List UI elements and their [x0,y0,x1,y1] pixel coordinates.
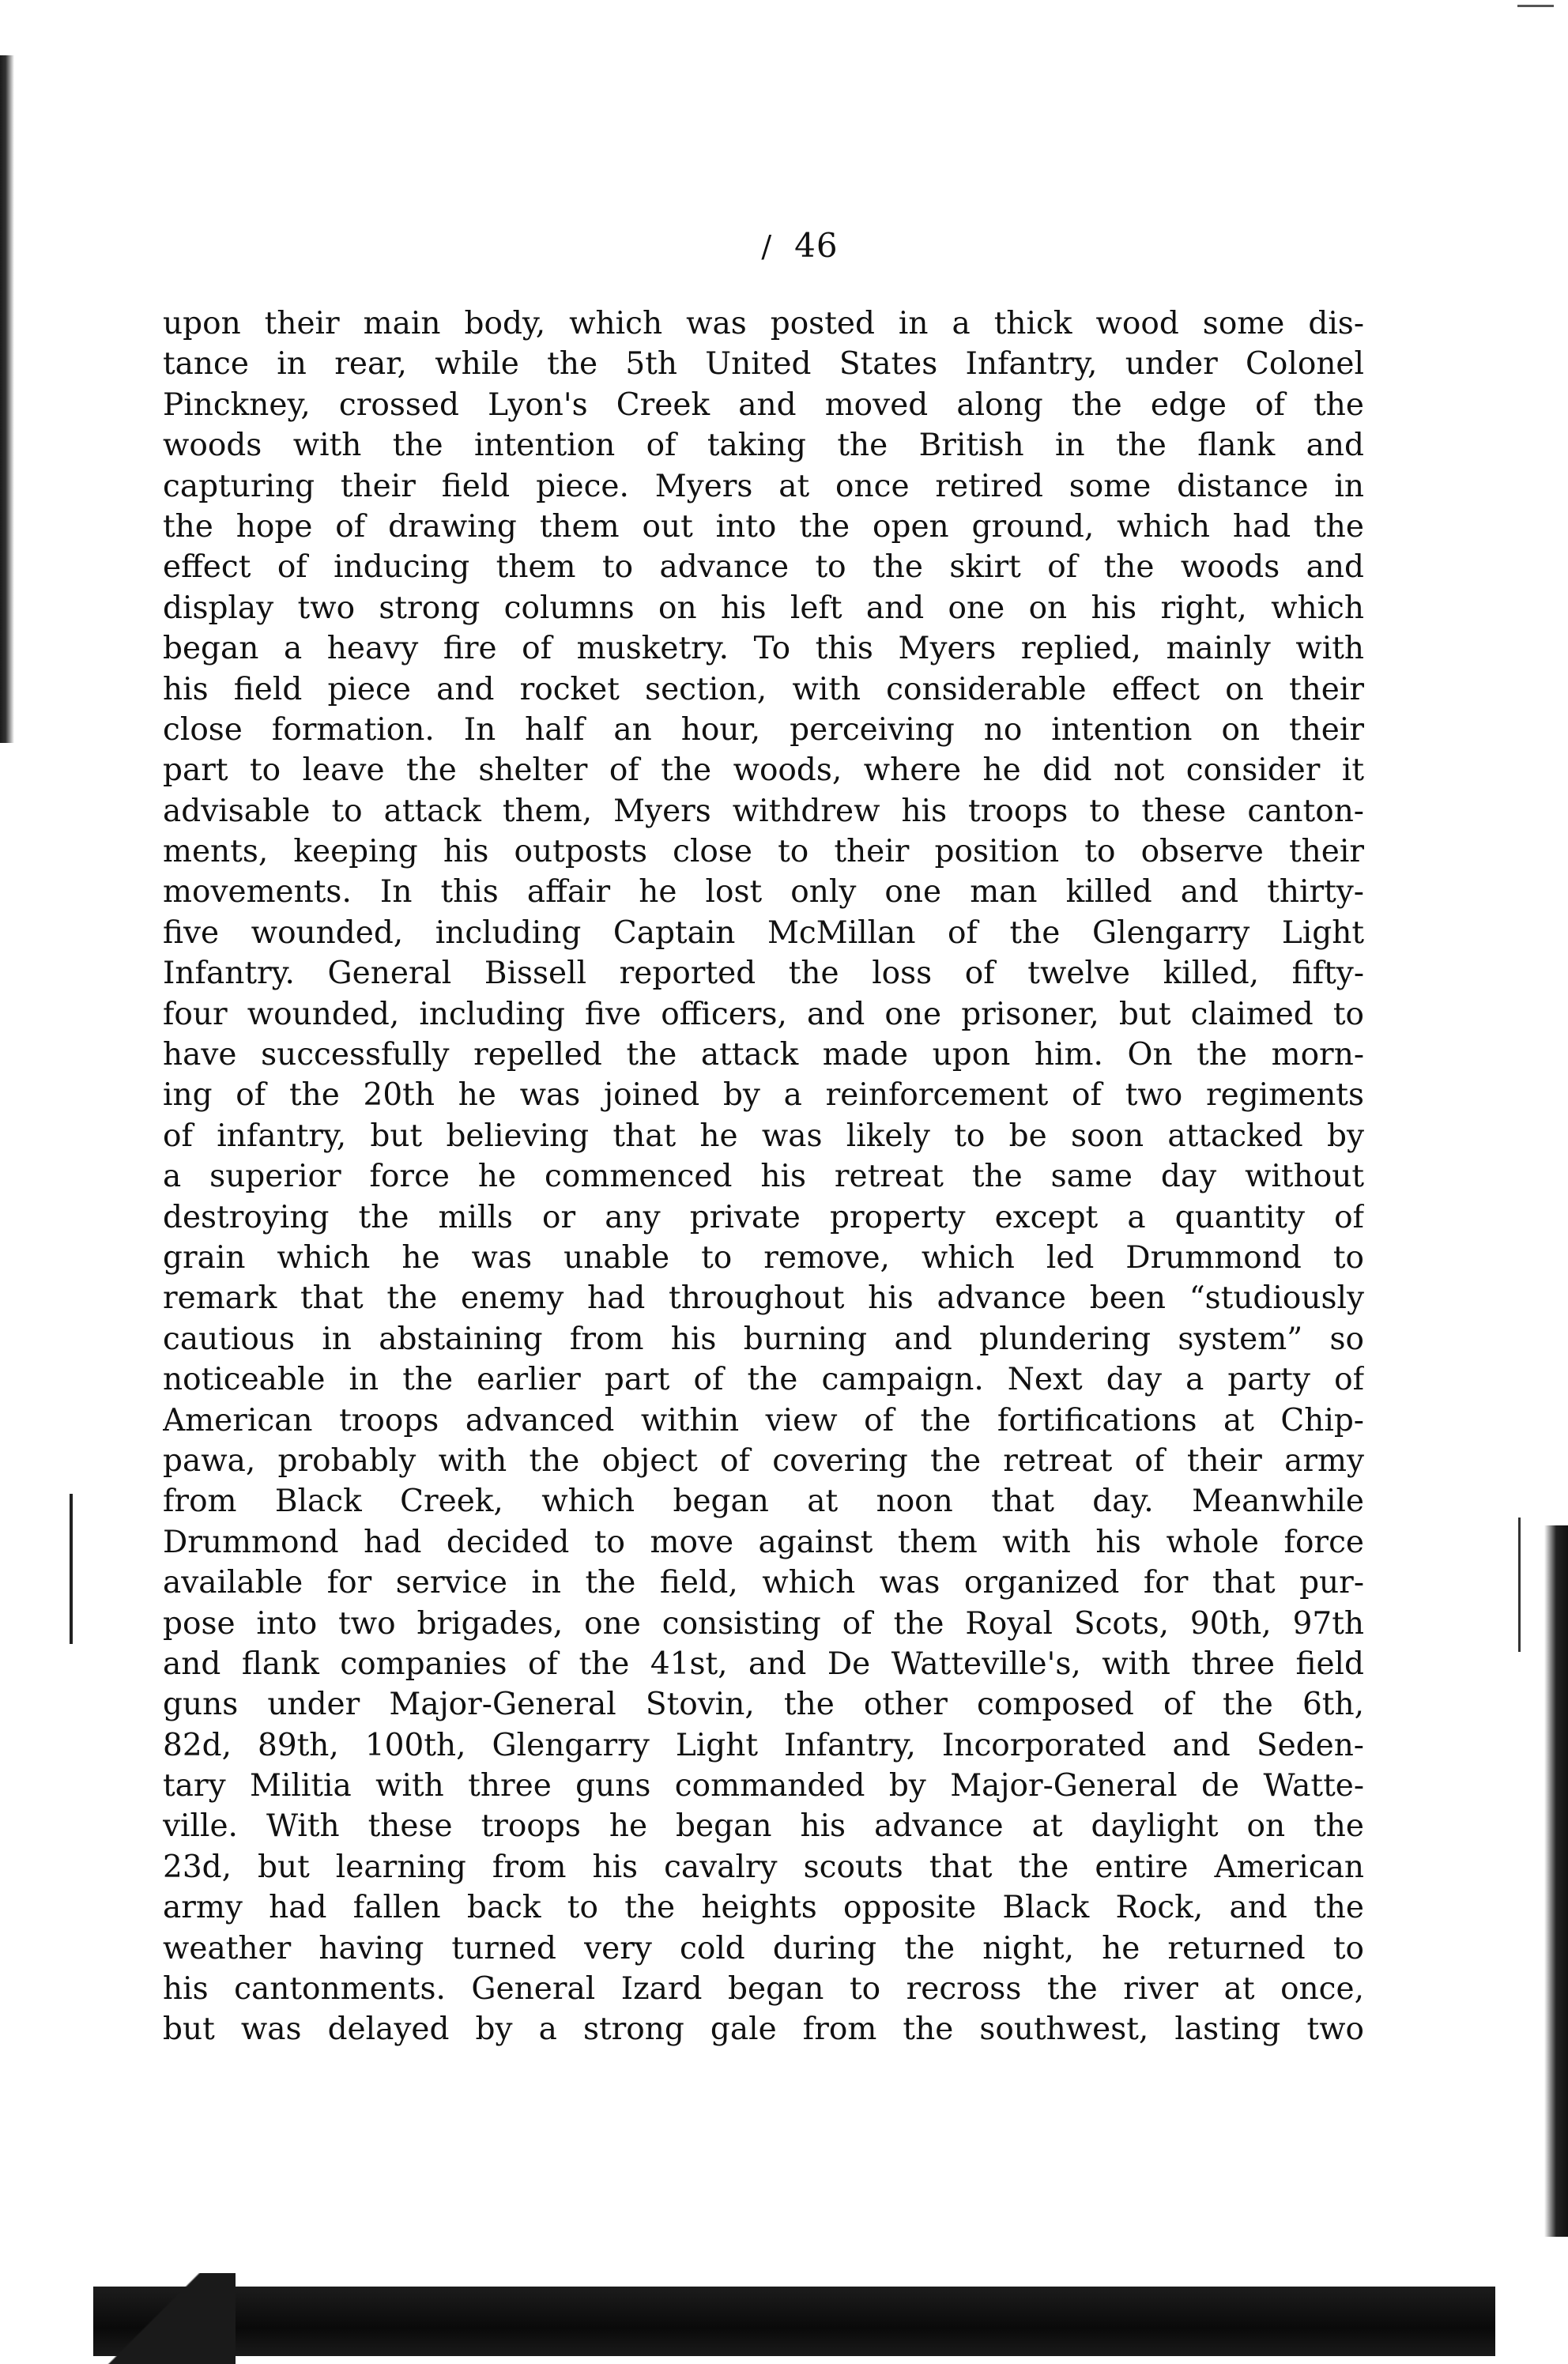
text-line: and flank companies of the 41st, and De Watteville's, with three field [163,1646,1364,1682]
scan-artifact-left-mark [70,1494,73,1644]
text-line: noticeable in the earlier part of the campaign. Next day a party of [163,1362,1364,1398]
text-line: weather having turned very cold during the night, he returned to [163,1930,1364,1966]
text-line: available for service in the field, which was organized for that pur- [163,1565,1364,1601]
text-line: pawa, probably with the object of covering the retreat of their army [163,1442,1364,1479]
text-line: part to leave the shelter of the woods, where he did not consider it [163,752,1364,789]
scan-artifact-bottom-bar [93,2287,1495,2356]
text-line: his field piece and rocket section, with considerable effect on their [163,671,1364,707]
text-line: 82d, 89th, 100th, Glengarry Light Infantry, Incorporated and Seden- [163,1727,1364,1763]
text-line: close formation. In half an hour, perceiving no intention on their [163,711,1364,748]
text-line: four wounded, including five officers, and one prisoner, but claimed to [163,996,1364,1032]
text-line: guns under Major-General Stovin, the other composed of the 6th, [163,1687,1364,1723]
text-line: cautious in abstaining from his burning and plundering system” so [163,1321,1364,1357]
text-line: his cantonments. General Izard began to recross the river at once, [163,1971,1364,2008]
text-line: remark that the enemy had throughout his advance been “studiously [163,1280,1364,1317]
text-line: effect of inducing them to advance to the skirt of the woods and [163,549,1364,586]
text-line: began a heavy fire of musketry. To this Myers replied, mainly with [163,631,1364,667]
text-line: advisable to attack them, Myers withdrew his troops to these canton- [163,793,1364,829]
text-line: of infantry, but believing that he was likely to be soon attacked by [163,1118,1364,1154]
text-line: upon their main body, which was posted in a thick wood some dis- [163,306,1364,341]
text-line: American troops advanced within view of the fortifications at Chip- [163,1402,1364,1438]
text-line: ing of the 20th he was joined by a reinforcement of two regiments [163,1077,1364,1114]
scan-artifact-bottom-corner [93,2273,236,2364]
text-line: tance in rear, while the 5th United States Infantry, under Colonel [163,346,1364,383]
text-line: pose into two brigades, one consisting of the Royal Scots, 90th, 97th [163,1605,1364,1642]
body-text [163,304,1364,2050]
text-line: Infantry. General Bissell reported the loss of twelve killed, fifty- [163,956,1364,992]
text-line: have successfully repelled the attack made upon him. On the morn- [163,1037,1364,1073]
scan-artifact-top [1517,5,1554,7]
text-line: destroying the mills or any private property except a quantity of [163,1199,1364,1235]
text-line: ville. With these troops he began his advance at daylight on the [163,1808,1364,1845]
text-line: five wounded, including Captain McMillan of the Glengarry Light [163,914,1364,951]
text-line: the hope of drawing them out into the open ground, which had the [163,508,1364,545]
text-line: but was delayed by a strong gale from the southwest, lasting two [163,2011,1364,2048]
text-line: Pinckney, crossed Lyon's Creek and moved along the edge of the [163,386,1364,423]
text-line: from Black Creek, which began at noon that day. Meanwhile [163,1484,1364,1520]
text-line: 23d, but learning from his cavalry scouts that the entire American [163,1849,1364,1885]
text-line: movements. In this affair he lost only one man killed and thirty- [163,874,1364,911]
text-line: army had fallen back to the heights opposite Black Rock, and the [163,1890,1364,1926]
text-line: display two strong columns on his left and one on his right, which [163,590,1364,626]
page-number-prefix: / [761,229,773,264]
page-number-value: 46 [794,226,839,265]
text-line: a superior force he commenced his retreat the same day without [163,1159,1364,1195]
scan-artifact-left-edge [0,55,14,743]
page-number [0,226,1568,265]
scan-artifact-right-mark [1518,1518,1521,1652]
text-line: grain which he was unable to remove, which led Drummond to [163,1239,1364,1276]
scan-artifact-right-edge [1544,1525,1568,2237]
text-line: woods with the intention of taking the British in the flank and [163,428,1364,464]
text-line: capturing their field piece. Myers at once retired some distance in [163,468,1364,504]
text-line: Drummond had decided to move against them with his whole force [163,1524,1364,1560]
text-line: ments, keeping his outposts close to their position to observe their [163,834,1364,870]
text-line: tary Militia with three guns commanded by Major-General de Watte- [163,1768,1364,1804]
